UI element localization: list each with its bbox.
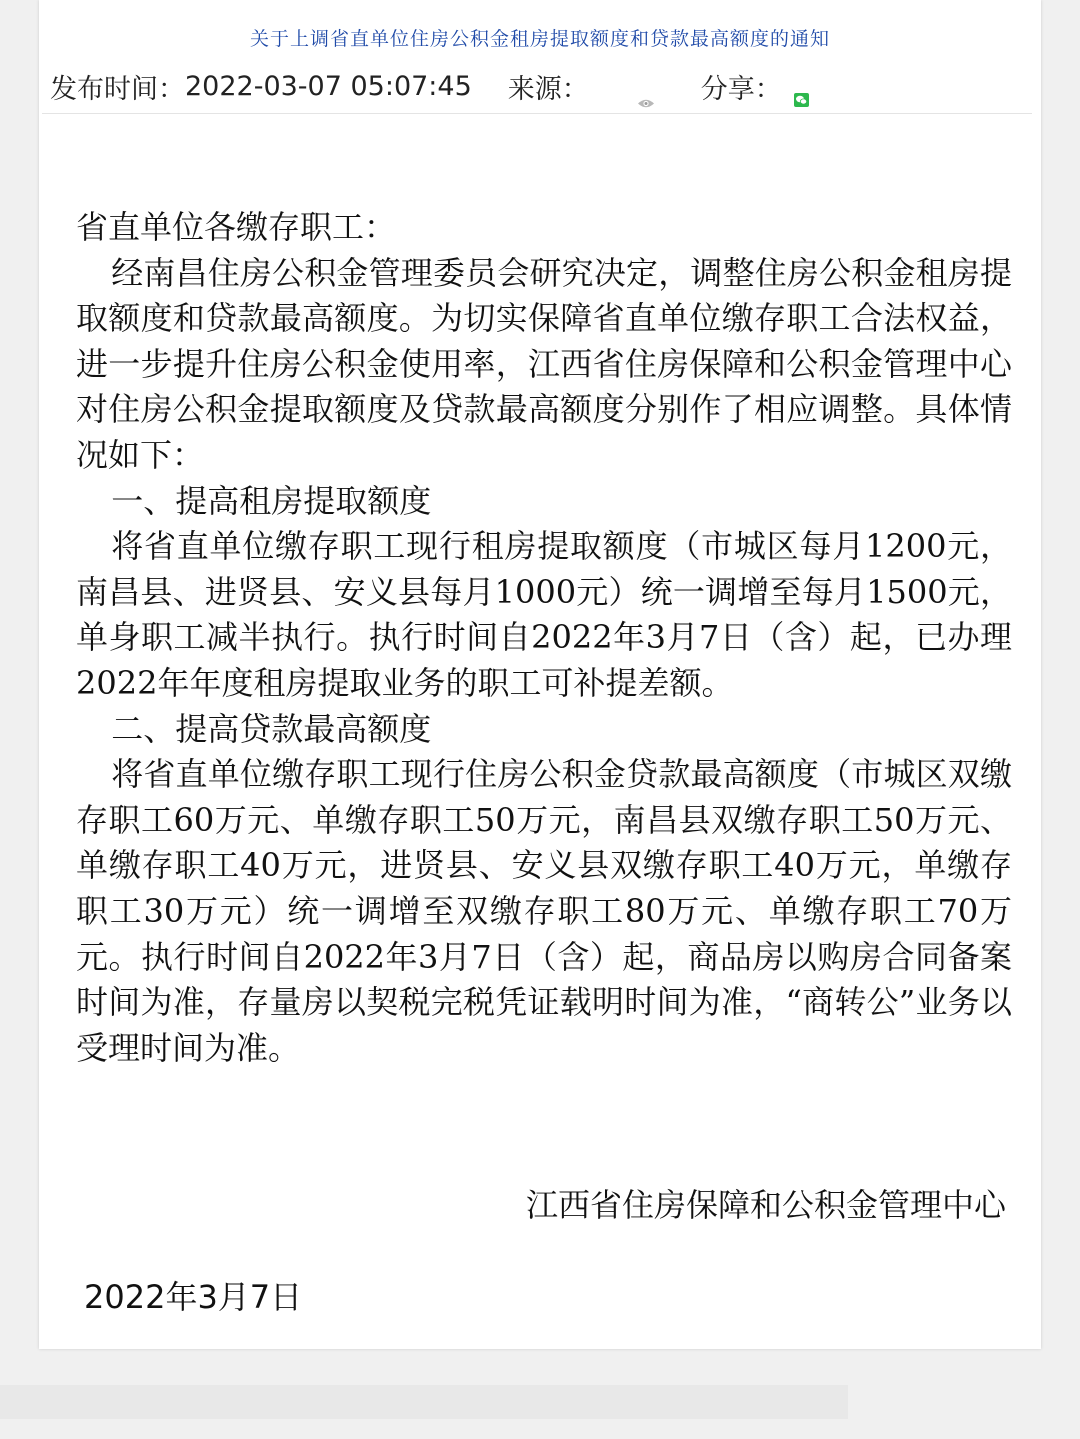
share-label: 分享： [700,73,782,105]
source-label: 来源： [507,73,589,105]
intro-paragraph: 经南昌住房公积金管理委员会研究决定，调整住房公积金租房提取额度和贷款最高额度。为切实保障省直单位缴存职工合法权益，进一步提升住房公积金使用率，江西省住房保障和公积金管理中心对住房公积金提取额度及贷款最高额度分别作了相应调整。具体情况如下： [76,253,1012,474]
section2-paragraph: 将省直单位缴存职工现行住房公积金贷款最高额度（市城区双缴存职工60万元、单缴存职工50万元，南昌县双缴存职工50万元、单缴存职工40万元，进贤县、安义县双缴存职工40万元，单缴存职工30万元）统一调增至双缴存职工80万元、单缴存职工70万元。执行时间自2022年3月7日（含）起，商品房以购房合同备案时间为准，存量房以契税完税凭证载明时间为准，“商转公”业务以受理时间为准。 [76,755,1012,1067]
publish-label: 发布时间： [50,73,185,105]
eye-icon [637,85,655,96]
bottom-bar [0,1385,848,1419]
section2-heading: 二、提高贷款最高额度 [111,709,432,748]
salutation: 省直单位各缴存职工： [76,208,397,246]
notice-title: 关于上调省直单位住房公积金租房提取额度和贷款最高额度的通知 [249,28,830,50]
publish-time: 2022-03-07 05:07:45 [185,70,472,102]
section1-heading: 一、提高租房提取额度 [111,481,432,520]
wechat-icon[interactable] [794,83,809,97]
signature-organization: 江西省住房保障和公积金管理中心 [525,1186,1006,1224]
header-divider [42,113,1032,114]
notice-body [76,205,1012,1071]
section1-paragraph: 将省直单位缴存职工现行租房提取额度（市城区每月1200元，南昌县、进贤县、安义县每月1000元）统一调增至每月1500元，单身职工减半执行。执行时间自2022年3月7日（含）起，已办理2022年年度租房提取业务的职工可补提差额。 [76,527,1012,702]
signature-date: 2022年3月7日 [84,1278,303,1316]
meta-row [50,66,809,106]
